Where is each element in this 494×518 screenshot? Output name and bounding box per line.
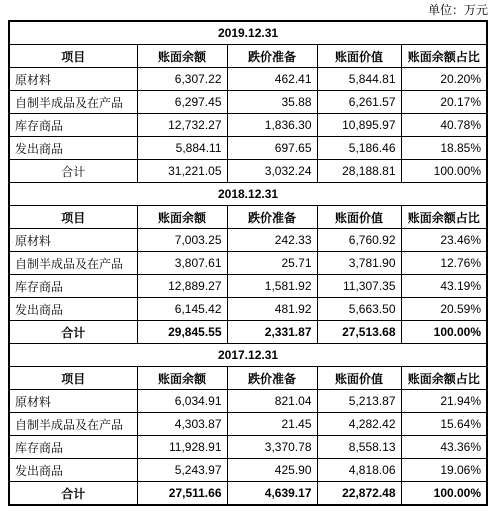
row-label: 发出商品: [9, 298, 137, 321]
table-row: [9, 436, 487, 459]
total-value: 100.00%: [401, 482, 487, 506]
column-header: 账面余额占比: [401, 206, 487, 229]
row-value: 21.45: [227, 413, 317, 436]
total-value: 28,188.81: [317, 160, 401, 183]
row-label: 自制半成品及在产品: [9, 252, 137, 275]
section-year: 2019.12.31: [9, 21, 487, 45]
total-value: 27,511.66: [137, 482, 227, 506]
table-row: [9, 68, 487, 91]
table-row: [9, 390, 487, 413]
column-header: 跌价准备: [227, 45, 317, 68]
row-value: 5,243.97: [137, 459, 227, 482]
row-value: 6,261.57: [317, 91, 401, 114]
total-value: 27,513.68: [317, 321, 401, 344]
table-row: [9, 252, 487, 275]
row-label: 原材料: [9, 390, 137, 413]
table-row: [9, 114, 487, 137]
table-row: [9, 137, 487, 160]
row-value: 18.85%: [401, 137, 487, 160]
row-value: 425.90: [227, 459, 317, 482]
section-year-row: [9, 183, 487, 206]
row-label: 发出商品: [9, 137, 137, 160]
row-value: 15.64%: [401, 413, 487, 436]
row-value: 20.59%: [401, 298, 487, 321]
row-value: 3,807.61: [137, 252, 227, 275]
column-header: 账面余额: [137, 367, 227, 390]
row-value: 242.33: [227, 229, 317, 252]
row-value: 11,307.35: [317, 275, 401, 298]
total-value: 22,872.48: [317, 482, 401, 506]
row-value: 5,844.81: [317, 68, 401, 91]
row-value: 481.92: [227, 298, 317, 321]
table-row: [9, 229, 487, 252]
section-year-row: [9, 21, 487, 45]
table-row: [9, 298, 487, 321]
row-value: 6,145.42: [137, 298, 227, 321]
row-value: 1,836.30: [227, 114, 317, 137]
total-value: 31,221.05: [137, 160, 227, 183]
total-value: 100.00%: [401, 160, 487, 183]
section-year: 2017.12.31: [9, 344, 487, 367]
table-row: [9, 91, 487, 114]
section-year-row: [9, 344, 487, 367]
row-value: 12.76%: [401, 252, 487, 275]
total-label: 合计: [9, 160, 137, 183]
row-value: 3,370.78: [227, 436, 317, 459]
row-value: 5,663.50: [317, 298, 401, 321]
row-value: 4,303.87: [137, 413, 227, 436]
row-value: 5,884.11: [137, 137, 227, 160]
row-value: 12,732.27: [137, 114, 227, 137]
table-row: [9, 459, 487, 482]
column-header: 项目: [9, 206, 137, 229]
row-value: 21.94%: [401, 390, 487, 413]
table-row: [9, 413, 487, 436]
row-value: 4,282.42: [317, 413, 401, 436]
row-label: 库存商品: [9, 436, 137, 459]
row-value: 1,581.92: [227, 275, 317, 298]
row-value: 4,818.06: [317, 459, 401, 482]
row-value: 821.04: [227, 390, 317, 413]
column-header: 账面余额占比: [401, 45, 487, 68]
row-value: 43.19%: [401, 275, 487, 298]
total-row: [9, 482, 487, 506]
row-value: 35.88: [227, 91, 317, 114]
column-header: 跌价准备: [227, 206, 317, 229]
row-value: 5,213.87: [317, 390, 401, 413]
row-value: 20.17%: [401, 91, 487, 114]
row-value: 5,186.46: [317, 137, 401, 160]
row-label: 自制半成品及在产品: [9, 91, 137, 114]
row-value: 6,297.45: [137, 91, 227, 114]
row-value: 8,558.13: [317, 436, 401, 459]
column-header: 账面价值: [317, 45, 401, 68]
row-label: 自制半成品及在产品: [9, 413, 137, 436]
total-row: [9, 160, 487, 183]
row-value: 7,003.25: [137, 229, 227, 252]
inventory-table: [8, 20, 488, 506]
row-value: 6,307.22: [137, 68, 227, 91]
total-value: 29,845.55: [137, 321, 227, 344]
row-value: 462.41: [227, 68, 317, 91]
unit-label: 单位：万元: [427, 3, 488, 17]
row-value: 11,928.91: [137, 436, 227, 459]
total-label: 合计: [9, 482, 137, 506]
column-header: 账面价值: [317, 206, 401, 229]
column-header: 跌价准备: [227, 367, 317, 390]
row-value: 25.71: [227, 252, 317, 275]
row-value: 3,781.90: [317, 252, 401, 275]
total-row: [9, 321, 487, 344]
total-value: 100.00%: [401, 321, 487, 344]
inventory-table-body: [9, 21, 487, 505]
row-value: 20.20%: [401, 68, 487, 91]
table-row: [9, 275, 487, 298]
column-header: 项目: [9, 45, 137, 68]
row-value: 19.06%: [401, 459, 487, 482]
column-header: 账面余额占比: [401, 367, 487, 390]
row-value: 697.65: [227, 137, 317, 160]
column-header: 项目: [9, 367, 137, 390]
total-value: 2,331.87: [227, 321, 317, 344]
row-value: 6,760.92: [317, 229, 401, 252]
column-header-row: [9, 367, 487, 390]
total-label: 合计: [9, 321, 137, 344]
row-label: 库存商品: [9, 275, 137, 298]
total-value: 4,639.17: [227, 482, 317, 506]
column-header: 账面价值: [317, 367, 401, 390]
section-year: 2018.12.31: [9, 183, 487, 206]
row-value: 23.46%: [401, 229, 487, 252]
column-header: 账面余额: [137, 45, 227, 68]
row-value: 43.36%: [401, 436, 487, 459]
column-header: 账面余额: [137, 206, 227, 229]
column-header-row: [9, 206, 487, 229]
row-value: 6,034.91: [137, 390, 227, 413]
row-label: 原材料: [9, 68, 137, 91]
row-value: 10,895.97: [317, 114, 401, 137]
column-header-row: [9, 45, 487, 68]
row-label: 原材料: [9, 229, 137, 252]
row-value: 12,889.27: [137, 275, 227, 298]
row-value: 40.78%: [401, 114, 487, 137]
total-value: 3,032.24: [227, 160, 317, 183]
row-label: 库存商品: [9, 114, 137, 137]
row-label: 发出商品: [9, 459, 137, 482]
